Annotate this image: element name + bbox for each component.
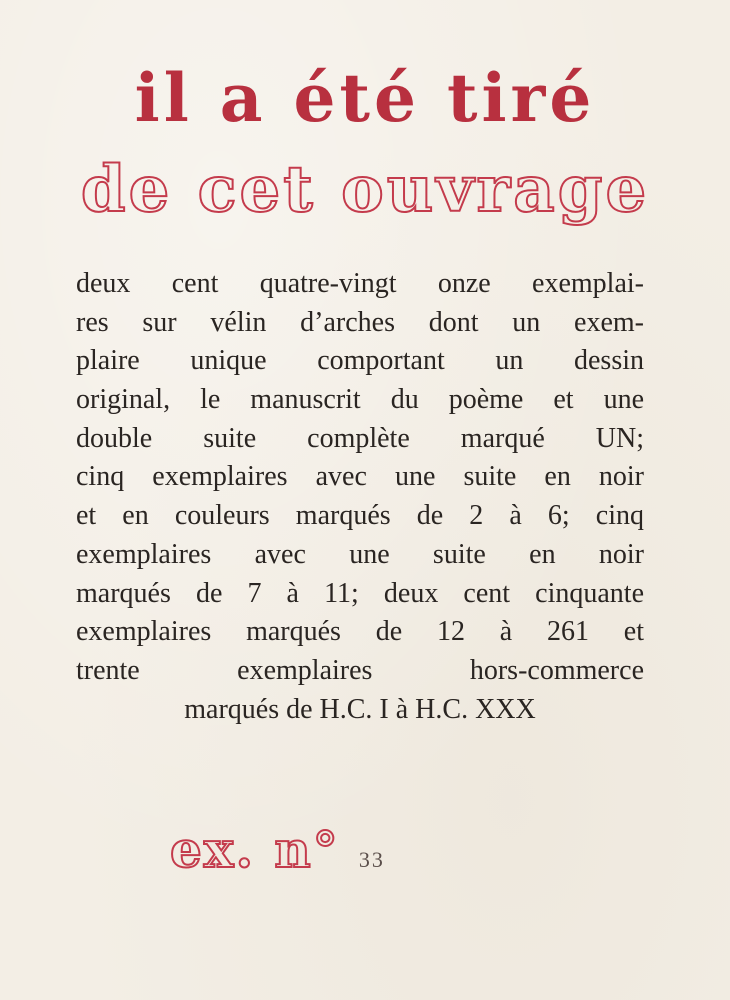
colophon-line: double suite complète marqué UN; <box>76 422 644 454</box>
colophon-line: trente exemplaires hors-commerce <box>76 654 644 686</box>
colophon-line: deux cent quatre-vingt onze exemplai- <box>76 268 644 299</box>
colophon-line: marqués de 7 à 11; deux cent cinquante <box>76 577 644 609</box>
heading-line-2: de cet ouvrage <box>80 152 650 227</box>
colophon-line: cinq exemplaires avec une suite en noir <box>76 461 644 493</box>
colophon-line-last: marqués de H.C. I à H.C. XXX <box>184 693 536 725</box>
colophon-line: exemplaires avec une suite en noir <box>76 538 644 570</box>
colophon-line: res sur vélin d’arches dont un exem- <box>76 306 644 338</box>
colophon-line: plaire unique comportant un dessin <box>76 345 644 377</box>
colophon-line: original, le manuscrit du poème et une <box>76 384 644 416</box>
copy-number-label: ex. n° <box>170 820 340 879</box>
copy-number-value: 33 <box>358 847 385 872</box>
colophon-line: exemplaires marqués de 12 à 261 et <box>76 616 644 648</box>
colophon-line: et en couleurs marqués de 2 à 6; cinq <box>76 500 644 532</box>
heading-line-1: il a été tiré <box>134 59 596 137</box>
copy-number-block <box>170 815 570 885</box>
colophon-text <box>76 265 644 729</box>
